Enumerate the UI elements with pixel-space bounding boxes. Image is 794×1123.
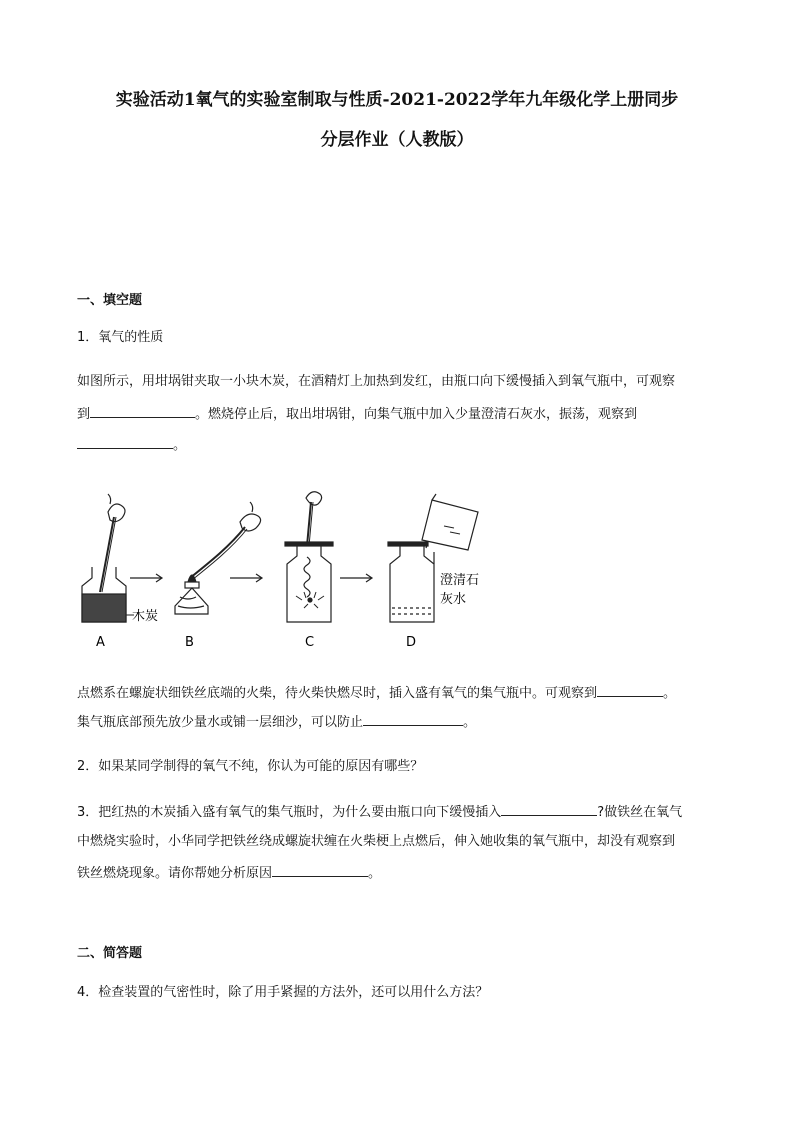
arrow-icon [230,574,262,582]
q1-text: 到 [77,407,91,422]
answer-blank-5[interactable] [501,801,597,816]
q1-paragraph-line-2 [77,403,722,425]
answer-blank-2[interactable] [77,434,173,449]
question-4: 4．检查装置的气密性时，除了用手紧握的方法外，还可以用什么方法？ [77,985,489,1000]
limewater-label-line-2: 灰水 [440,592,467,607]
q3-text: 。 [368,866,382,881]
experiment-figure [70,482,500,652]
q1-text: 集气瓶底部预先放少量水或铺一层细沙，可以防止 [77,715,364,730]
figure-label-a: A [96,635,105,650]
q3-text: 3．把红热的木炭插入盛有氧气的集气瓶时，为什么要由瓶口向下缓慢插入 [77,805,502,820]
q3-line-3 [77,862,722,884]
charcoal-label: 木炭 [132,609,159,624]
alcohol-lamp-icon [175,502,261,614]
jar-d-icon [388,542,434,622]
answer-blank-1[interactable] [90,403,195,418]
figure-label-b: B [185,635,194,650]
question-2: 2．如果某同学制得的氧气不纯，你认为可能的原因有哪些？ [77,759,424,774]
question-1-title: 1．氧气的性质 [77,330,164,345]
section-heading-fill-in: 一、填空题 [77,293,143,308]
q1-paragraph-line-4 [77,682,722,704]
q1-text: 。 [463,715,477,730]
answer-blank-3[interactable] [597,682,663,697]
document-title-line-2: 分层作业（人教版） [320,130,474,150]
q1-text: 。 [663,686,677,701]
q3-text: ?做铁丝在氧气 [597,805,683,820]
q1-text: 。燃烧停止后，取出坩埚钳，向集气瓶中加入少量澄清石灰水，振荡，观察到 [195,407,638,422]
answer-blank-4[interactable] [363,711,463,726]
jar-c-icon [285,492,333,622]
q1-text: 。 [173,438,187,453]
section-heading-short-answer: 二、简答题 [77,946,143,961]
q3-text: 铁丝燃烧现象。请你帮她分析原因 [77,866,273,881]
q1-paragraph-line-5 [77,711,722,733]
arrow-icon [130,574,162,582]
q1-paragraph-line-1: 如图所示，用坩埚钳夹取一小块木炭，在酒精灯上加热到发红，由瓶口向下缓慢插入到氧气瓶中，可观察 [77,374,676,389]
jar-a-icon [82,494,126,622]
arrow-icon [340,574,372,582]
q1-paragraph-line-3 [77,434,722,456]
figure-label-d: D [406,635,417,650]
limewater-label-line-1: 澄清石 [440,573,480,588]
document-title-line-1: 实验活动1氧气的实验室制取与性质-2021-2022学年九年级化学上册同步 [115,90,679,110]
q1-text: 点燃系在螺旋状细铁丝底端的火柴，待火柴快燃尽时，插入盛有氧气的集气瓶中。可观察到 [77,686,598,701]
q3-line-2: 中燃烧实验时，小华同学把铁丝绕成螺旋状缠在火柴梗上点燃后，伸入她收集的氧气瓶中，却没有观察到 [77,834,676,849]
beaker-icon [422,494,478,564]
figure-label-c: C [305,635,315,650]
q3-line-1 [77,801,722,823]
answer-blank-6[interactable] [272,862,368,877]
